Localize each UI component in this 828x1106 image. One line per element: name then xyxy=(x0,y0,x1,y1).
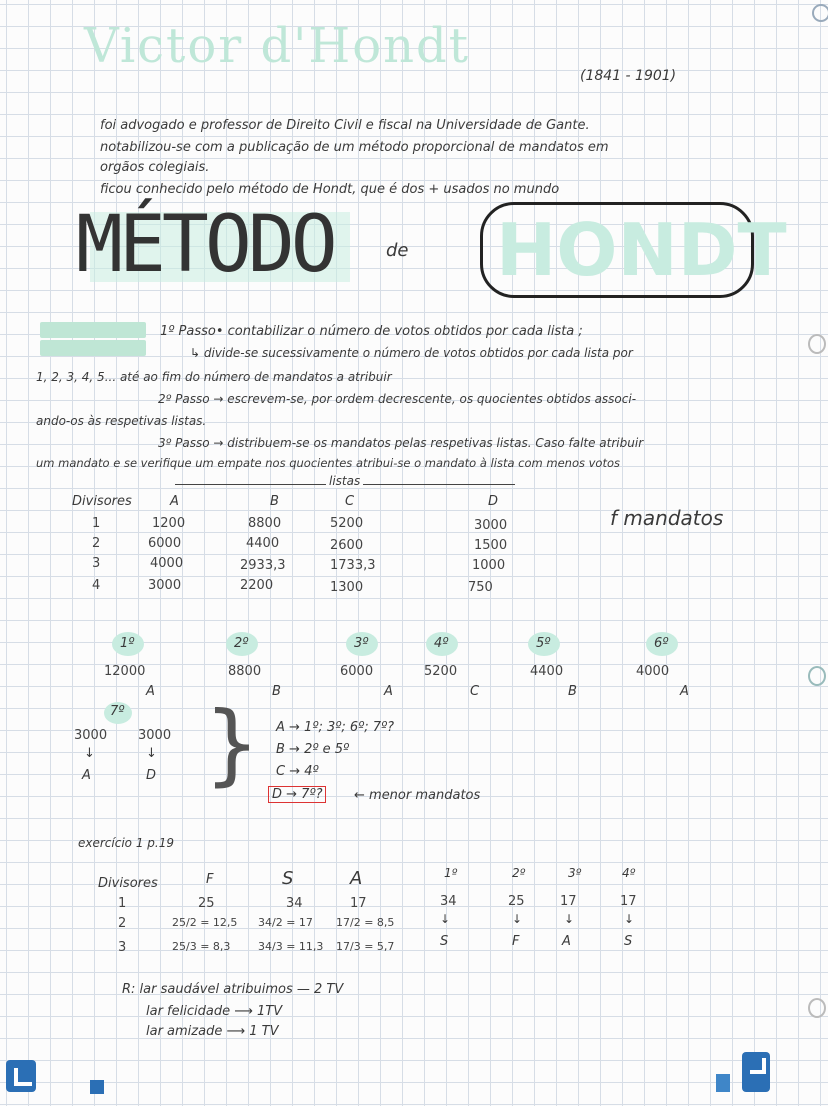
de-word: de xyxy=(386,240,409,261)
ex-result-list: A xyxy=(562,934,571,949)
divisor: 4 xyxy=(92,578,101,593)
summary-note: ← menor mandatos xyxy=(354,788,481,803)
rank-place: 4º xyxy=(434,636,449,651)
answer-line-2: lar felicidade ⟶ 1TV xyxy=(146,1004,283,1019)
ex-divisor: 2 xyxy=(118,916,127,931)
ex-cell-a: 17/2 = 8,5 xyxy=(336,916,395,929)
ex-result-place: 3º xyxy=(568,866,582,880)
corner-logo-icon xyxy=(6,1060,36,1092)
ex-divisor: 3 xyxy=(118,940,127,955)
ex-cell-f: 25 xyxy=(198,896,215,911)
step-3: 3º Passo → distribuem-se os mandatos pelas respetivas listas. Caso falte atribuir xyxy=(158,436,644,450)
mandatos-note: f mandatos xyxy=(610,506,724,530)
cell-a: 6000 xyxy=(148,536,182,551)
step-3-detail: um mandato e se verifique um empate nos quocientes atribui-se o mandato à lista com menos votos xyxy=(36,456,621,470)
metodo-title: MÉTODO xyxy=(76,200,334,290)
page-title: Victor d'Hondt xyxy=(84,18,471,74)
cell-c: 1300 xyxy=(330,580,364,595)
cell-d: 750 xyxy=(468,580,493,595)
tie-value-1: 3000 xyxy=(74,728,108,743)
corner-logo-glyph xyxy=(750,1058,766,1074)
ex-result-list: S xyxy=(440,934,449,949)
rank-list: A xyxy=(384,684,393,699)
binder-ring-icon xyxy=(808,334,826,354)
cell-c: 1733,3 xyxy=(330,558,376,573)
intro-line-2: notabilizou-se com a publicação de um método proporcional de mandatos em xyxy=(100,140,609,155)
ex-cell-a: 17 xyxy=(350,896,367,911)
ex-result-list: S xyxy=(624,934,633,949)
divisor: 1 xyxy=(92,516,101,531)
ex-header-s: S xyxy=(282,868,294,889)
down-arrow-icon: ↓ xyxy=(564,912,575,926)
ex-cell-f: 25/3 = 8,3 xyxy=(172,940,231,953)
divisor: 3 xyxy=(92,556,101,571)
listas-label: listas xyxy=(326,474,363,488)
tie-value-2: 3000 xyxy=(138,728,172,743)
down-arrow-icon: ↓ xyxy=(146,746,157,761)
divisores-label: Divisores xyxy=(72,494,132,509)
tie-list-2: D xyxy=(146,768,157,783)
rank-value: 12000 xyxy=(104,664,146,679)
corner-logo-icon xyxy=(742,1052,770,1092)
summary-c: C → 4º xyxy=(276,764,319,779)
intro-line-3: orgãos colegiais. xyxy=(100,160,210,175)
rank-place: 5º xyxy=(536,636,551,651)
ex-result-value: 17 xyxy=(560,894,577,909)
rank-place: 1º xyxy=(120,636,135,651)
step-highlight xyxy=(40,340,146,356)
corner-square-icon xyxy=(90,1080,104,1094)
step-2: 2º Passo → escrevem-se, por ordem decrescente, os quocientes obtidos associ- xyxy=(158,392,637,406)
cell-d: 3000 xyxy=(474,518,508,533)
exercise-title: exercício 1 p.19 xyxy=(78,836,174,850)
cell-d: 1500 xyxy=(474,538,508,553)
corner-logo-glyph xyxy=(14,1068,32,1086)
ex-result-value: 25 xyxy=(508,894,525,909)
col-header-d: D xyxy=(488,494,499,509)
divisor: 2 xyxy=(92,536,101,551)
hondt-title: HONDT xyxy=(496,208,787,292)
rank-list: C xyxy=(470,684,480,699)
rank-value: 8800 xyxy=(228,664,262,679)
ex-divisores-label: Divisores xyxy=(98,876,158,891)
ex-result-value: 34 xyxy=(440,894,457,909)
rank-place: 2º xyxy=(234,636,249,651)
ex-divisor: 1 xyxy=(118,896,127,911)
cell-c: 5200 xyxy=(330,516,364,531)
col-header-b: B xyxy=(270,494,279,509)
step-highlight xyxy=(40,322,146,338)
rank-list: B xyxy=(272,684,281,699)
binder-ring-icon xyxy=(808,666,826,686)
ex-cell-s: 34/2 = 17 xyxy=(258,916,313,929)
down-arrow-icon: ↓ xyxy=(512,912,523,926)
down-arrow-icon: ↓ xyxy=(84,746,95,761)
ex-cell-s: 34 xyxy=(286,896,303,911)
intro-line-4: ficou conhecido pelo método de Hondt, que é dos + usados no mundo xyxy=(100,182,560,197)
summary-d: D → 7º? xyxy=(268,786,326,803)
rank-list: A xyxy=(146,684,155,699)
years-label: (1841 - 1901) xyxy=(580,68,677,84)
rank-value: 4400 xyxy=(530,664,564,679)
down-arrow-icon: ↓ xyxy=(624,912,635,926)
cell-b: 8800 xyxy=(248,516,282,531)
answer-line-3: lar amizade ⟶ 1 TV xyxy=(146,1024,279,1039)
binder-ring-icon xyxy=(808,998,826,1018)
summary-b: B → 2º e 5º xyxy=(276,742,350,757)
ex-cell-f: 25/2 = 12,5 xyxy=(172,916,238,929)
ex-result-list: F xyxy=(512,934,520,949)
step-1: 1º Passo• contabilizar o número de votos obtidos por cada lista ; xyxy=(160,324,583,339)
ex-result-place: 4º xyxy=(622,866,636,880)
ex-cell-s: 34/3 = 11,3 xyxy=(258,940,324,953)
col-header-a: A xyxy=(170,494,179,509)
ex-cell-a: 17/3 = 5,7 xyxy=(336,940,395,953)
cell-a: 3000 xyxy=(148,578,182,593)
rank-value: 5200 xyxy=(424,664,458,679)
rank-list: B xyxy=(568,684,577,699)
rank-value: 6000 xyxy=(340,664,374,679)
cell-c: 2600 xyxy=(330,538,364,553)
rank-list: A xyxy=(680,684,689,699)
tie-place: 7º xyxy=(110,704,125,719)
answer-line-1: R: lar saudável atribuimos — 2 TV xyxy=(122,982,344,997)
cell-b: 4400 xyxy=(246,536,280,551)
step-1-detail-2: 1, 2, 3, 4, 5... até ao fim do número de mandatos a atribuir xyxy=(36,370,392,384)
rank-place: 3º xyxy=(354,636,369,651)
ex-result-place: 2º xyxy=(512,866,526,880)
step-1-detail: ↳ divide-se sucessivamente o número de votos obtidos por cada lista por xyxy=(190,346,633,360)
down-arrow-icon: ↓ xyxy=(440,912,451,926)
cell-b: 2200 xyxy=(240,578,274,593)
cell-a: 4000 xyxy=(150,556,184,571)
intro-line-1: foi advogado e professor de Direito Civil e fiscal na Universidade de Gante. xyxy=(100,118,590,133)
ex-result-value: 17 xyxy=(620,894,637,909)
corner-square-icon xyxy=(716,1074,730,1092)
binder-ring-icon xyxy=(812,4,828,22)
step-2-detail: ando-os às respetivas listas. xyxy=(36,414,207,428)
cell-d: 1000 xyxy=(472,558,506,573)
summary-a: A → 1º; 3º; 6º; 7º? xyxy=(276,720,395,735)
rank-value: 4000 xyxy=(636,664,670,679)
col-header-c: C xyxy=(345,494,355,509)
rank-place: 6º xyxy=(654,636,669,651)
ex-result-place: 1º xyxy=(444,866,458,880)
tie-list-1: A xyxy=(82,768,91,783)
cell-b: 2933,3 xyxy=(240,558,286,573)
brace-icon: } xyxy=(204,692,260,795)
ex-header-f: F xyxy=(206,872,214,887)
cell-a: 1200 xyxy=(152,516,186,531)
ex-header-a: A xyxy=(350,868,363,889)
